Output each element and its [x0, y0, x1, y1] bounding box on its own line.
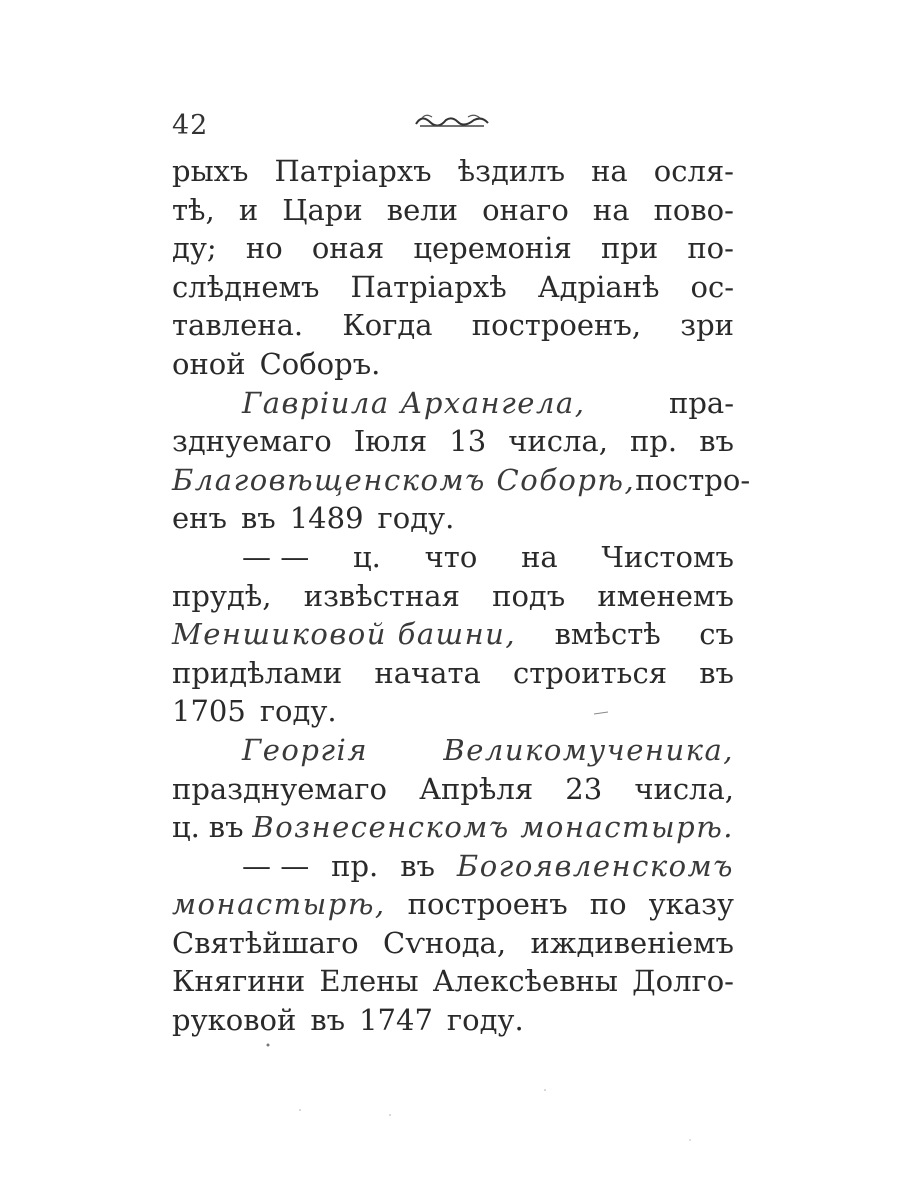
text-word: на: [521, 539, 558, 574]
text-word: слѣднемъ: [172, 269, 320, 304]
text-word: ц.: [172, 810, 200, 845]
text-word: постро-: [635, 462, 751, 497]
text-line: [172, 577, 734, 616]
text-word: пра-: [669, 385, 734, 420]
text-word: Сѵнода,: [383, 925, 507, 960]
text-line: [172, 229, 734, 268]
text-word: году.: [259, 694, 337, 729]
text-line: [172, 538, 734, 577]
text-word: Когда: [342, 308, 433, 343]
text-word: Чистомъ: [601, 539, 734, 574]
text-word: подъ: [492, 578, 566, 613]
text-word: — —: [242, 539, 310, 574]
text-word: съ: [699, 617, 734, 652]
text-word: прудѣ,: [172, 578, 272, 613]
text-word: Долго-: [632, 964, 734, 999]
text-word: енъ: [172, 501, 227, 536]
text-word: Цари: [282, 192, 363, 227]
text-word: Великомученика,: [443, 732, 734, 767]
text-word: Патріархъ: [274, 154, 432, 188]
text-line: [172, 461, 751, 500]
text-word: Княгини: [172, 964, 306, 999]
text-word: осля-: [653, 154, 734, 188]
text-word: въ: [400, 848, 435, 883]
text-word: оная: [311, 231, 385, 266]
text-line: [172, 422, 734, 461]
body-text: [172, 152, 751, 1040]
text-word: 1705: [172, 694, 246, 729]
text-line: [172, 268, 734, 307]
text-line: [172, 306, 734, 345]
text-word: но: [245, 231, 283, 266]
text-word: Святѣйшаго: [172, 925, 359, 960]
text-word: иждивеніемъ: [530, 925, 734, 960]
text-line: [172, 384, 734, 423]
text-word: ду;: [172, 231, 217, 266]
text-word: ѣздилъ: [457, 154, 566, 188]
text-line: [172, 152, 734, 191]
text-line: [172, 191, 734, 230]
header-ornament: [412, 110, 492, 136]
text-word: празднуемаго: [172, 771, 387, 806]
text-word: Георгія: [242, 732, 369, 767]
text-word: тѣ,: [172, 192, 215, 227]
text-word: Богоявленскомъ: [456, 848, 734, 883]
text-word: Соборъ.: [259, 346, 381, 381]
text-word: въ: [699, 655, 734, 690]
text-line: [172, 962, 734, 1001]
text-word: Іюля: [353, 424, 428, 459]
text-word: монастырѣ,: [172, 887, 386, 922]
text-word: Гавріила Архангела,: [242, 385, 586, 420]
text-word: Вознесенскомъ монастырѣ.: [252, 810, 734, 845]
text-word: начата: [374, 655, 481, 690]
text-word: построенъ,: [471, 308, 642, 343]
text-word: рыхъ: [172, 154, 249, 188]
text-line: [172, 615, 734, 654]
text-word: Алексѣевны: [432, 964, 618, 999]
text-word: при: [600, 231, 659, 266]
text-word: пр.: [331, 848, 379, 883]
text-word: числа,: [634, 771, 734, 806]
text-word: зднуемаго: [172, 424, 332, 459]
text-word: Меншиковой башни,: [172, 617, 517, 652]
text-word: — —: [242, 848, 310, 883]
text-word: Елены: [319, 964, 419, 999]
text-word: руковой: [172, 1003, 297, 1038]
text-word: ос-: [690, 269, 734, 304]
text-word: придѣлами: [172, 655, 343, 690]
text-word: пово-: [653, 192, 734, 227]
text-word: 23: [565, 771, 603, 806]
text-word: на: [591, 154, 628, 188]
page-number: 42: [172, 110, 209, 141]
text-line: [172, 770, 734, 809]
text-line: [172, 1001, 734, 1040]
text-word: году.: [446, 1003, 524, 1038]
text-word: построенъ: [407, 887, 568, 922]
text-line: [172, 731, 734, 770]
text-word: числа,: [508, 424, 608, 459]
text-word: Адріанѣ: [537, 269, 660, 304]
text-word: ц.: [352, 539, 381, 574]
text-line: [172, 499, 734, 538]
text-word: оной: [172, 346, 246, 381]
text-word: тавлена.: [172, 308, 304, 343]
text-word: и: [238, 192, 259, 227]
text-line: [172, 808, 734, 847]
text-word: 13: [449, 424, 487, 459]
text-word: въ: [240, 501, 276, 536]
text-line: [172, 345, 734, 384]
text-line: [172, 847, 734, 886]
text-word: въ: [208, 810, 244, 845]
text-word: по-: [687, 231, 734, 266]
text-word: пр.: [630, 424, 678, 459]
text-word: вели: [386, 192, 459, 227]
text-word: въ: [310, 1003, 346, 1038]
text-word: 1489: [289, 501, 364, 536]
text-word: Патріархѣ: [350, 269, 507, 304]
text-word: указу: [648, 887, 734, 922]
text-word: 1747: [359, 1003, 433, 1038]
text-line: [172, 654, 734, 693]
text-word: Благовѣщенскомъ Соборѣ,: [172, 462, 636, 497]
text-word: именемъ: [597, 578, 734, 613]
text-word: на: [592, 192, 630, 227]
text-word: году.: [377, 501, 455, 536]
text-line: [172, 692, 734, 731]
text-word: въ: [699, 424, 734, 459]
text-word: онаго: [482, 192, 569, 227]
text-word: зри: [680, 308, 734, 343]
text-line: [172, 885, 734, 924]
text-word: строиться: [513, 655, 668, 690]
text-line: [172, 924, 734, 963]
text-word: церемонія: [413, 231, 572, 266]
text-word: извѣстная: [303, 578, 460, 613]
text-word: Апрѣля: [419, 771, 534, 806]
text-word: по: [589, 887, 627, 922]
text-word: вмѣстѣ: [554, 617, 661, 652]
text-word: что: [424, 539, 478, 574]
